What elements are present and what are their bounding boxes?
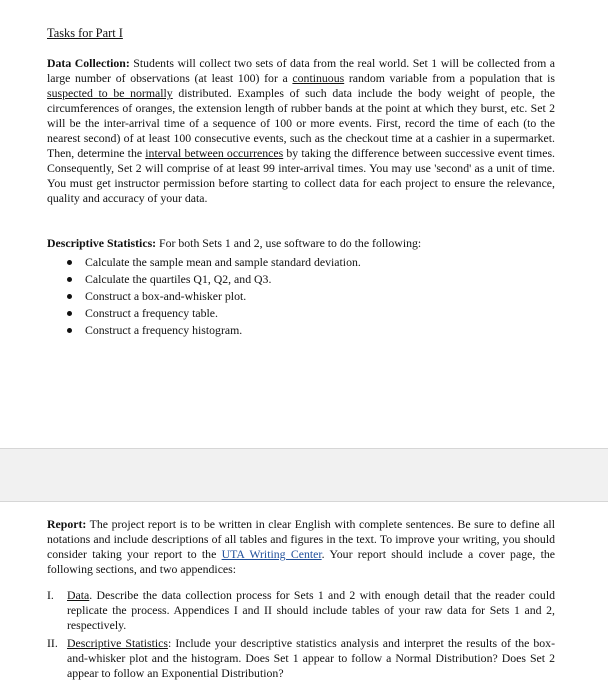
writing-center-link[interactable]: UTA Writing Center	[221, 547, 322, 561]
bullet-icon	[67, 328, 72, 333]
report-heading: Report:	[47, 517, 87, 531]
descriptive-stats-intro-text: For both Sets 1 and 2, use software to do the following:	[156, 236, 422, 250]
dc-underline-continuous: continuous	[292, 71, 345, 85]
list-item	[47, 271, 547, 288]
list-item	[47, 588, 555, 633]
bullet-icon	[67, 260, 72, 265]
page-title: Tasks for Part I	[47, 26, 123, 40]
dc-text-2: random variable from a population that is	[344, 71, 555, 85]
list-item	[47, 322, 547, 339]
list-item	[47, 288, 547, 305]
bullet-icon	[67, 294, 72, 299]
data-collection-heading: Data Collection:	[47, 56, 130, 70]
dc-underline-interval: interval between occurrences	[145, 146, 284, 160]
report-text-1: The project report is to be written in clear English with complete sentences. Be sure to define all notations and include descriptions of all tables and figures in the text. To improve your writing, you should consider taking your report to the	[47, 517, 555, 561]
page-gap	[0, 448, 608, 502]
list-item	[47, 305, 547, 322]
section-number: I.	[47, 588, 54, 602]
section-text: : Include your descriptive statistics analysis and interpret the results of the box-and-whisker plot and the histogram. Does Set 1 appear to follow a Normal Distribution? Does Set 2 appear to follow an Exponential Distribution?	[67, 636, 556, 680]
descriptive-stats-list	[47, 254, 547, 339]
list-item	[47, 254, 547, 271]
list-item-text: Construct a frequency histogram.	[85, 323, 243, 337]
report-paragraph	[47, 517, 555, 577]
section-number: II.	[47, 636, 58, 650]
report-text-2: . Your report should include a cover page, the following sections, and two appendices:	[47, 547, 555, 576]
descriptive-stats-heading: Descriptive Statistics:	[47, 236, 157, 250]
list-item-text: Calculate the sample mean and sample standard deviation.	[85, 255, 361, 269]
report-sections-list	[47, 588, 555, 684]
dc-text-1: Students will collect two sets of data from the real world. Set 1 will be collected from a large number of observations (at least 100) for a	[47, 56, 555, 85]
descriptive-stats-intro	[47, 236, 555, 251]
list-item-text: Construct a box-and-whisker plot.	[85, 289, 247, 303]
dc-underline-normally: suspected to be normally	[47, 86, 173, 100]
bullet-icon	[67, 311, 72, 316]
section-text: . Describe the data collection process for Sets 1 and 2 with enough detail that the reader could replicate the process. Appendices I and II should include tables of your raw data for Sets 1 and 2, respectively.	[67, 588, 555, 632]
bullet-icon	[67, 277, 72, 282]
dc-text-3: distributed. Examples of such data include the body weight of people, the circumferences of oranges, the extension length of rubber bands at the point at which they burst, etc. Set 2 will be the inter-arrival time of a sequence of 100 or more events. First, record the time of each (to the nearest second) of at least 100 consecutive events, such as the checkout time at a cashier in a supermarket. Then, determine the	[47, 86, 555, 160]
section-label: Descriptive Statistics	[67, 636, 169, 650]
list-item	[47, 636, 555, 681]
section-label: Data	[67, 588, 90, 602]
dc-text-4: by taking the difference between successive event times. Consequently, Set 2 will comprise of at least 99 inter-arrival times. You may use 'second' as a unit of time. You must get instructor permission before starting to collect data for each project to ensure the relevance, quality and accuracy of your data.	[47, 146, 555, 205]
list-item-text: Calculate the quartiles Q1, Q2, and Q3.	[85, 272, 272, 286]
list-item-text: Construct a frequency table.	[85, 306, 218, 320]
data-collection-paragraph	[47, 56, 555, 206]
